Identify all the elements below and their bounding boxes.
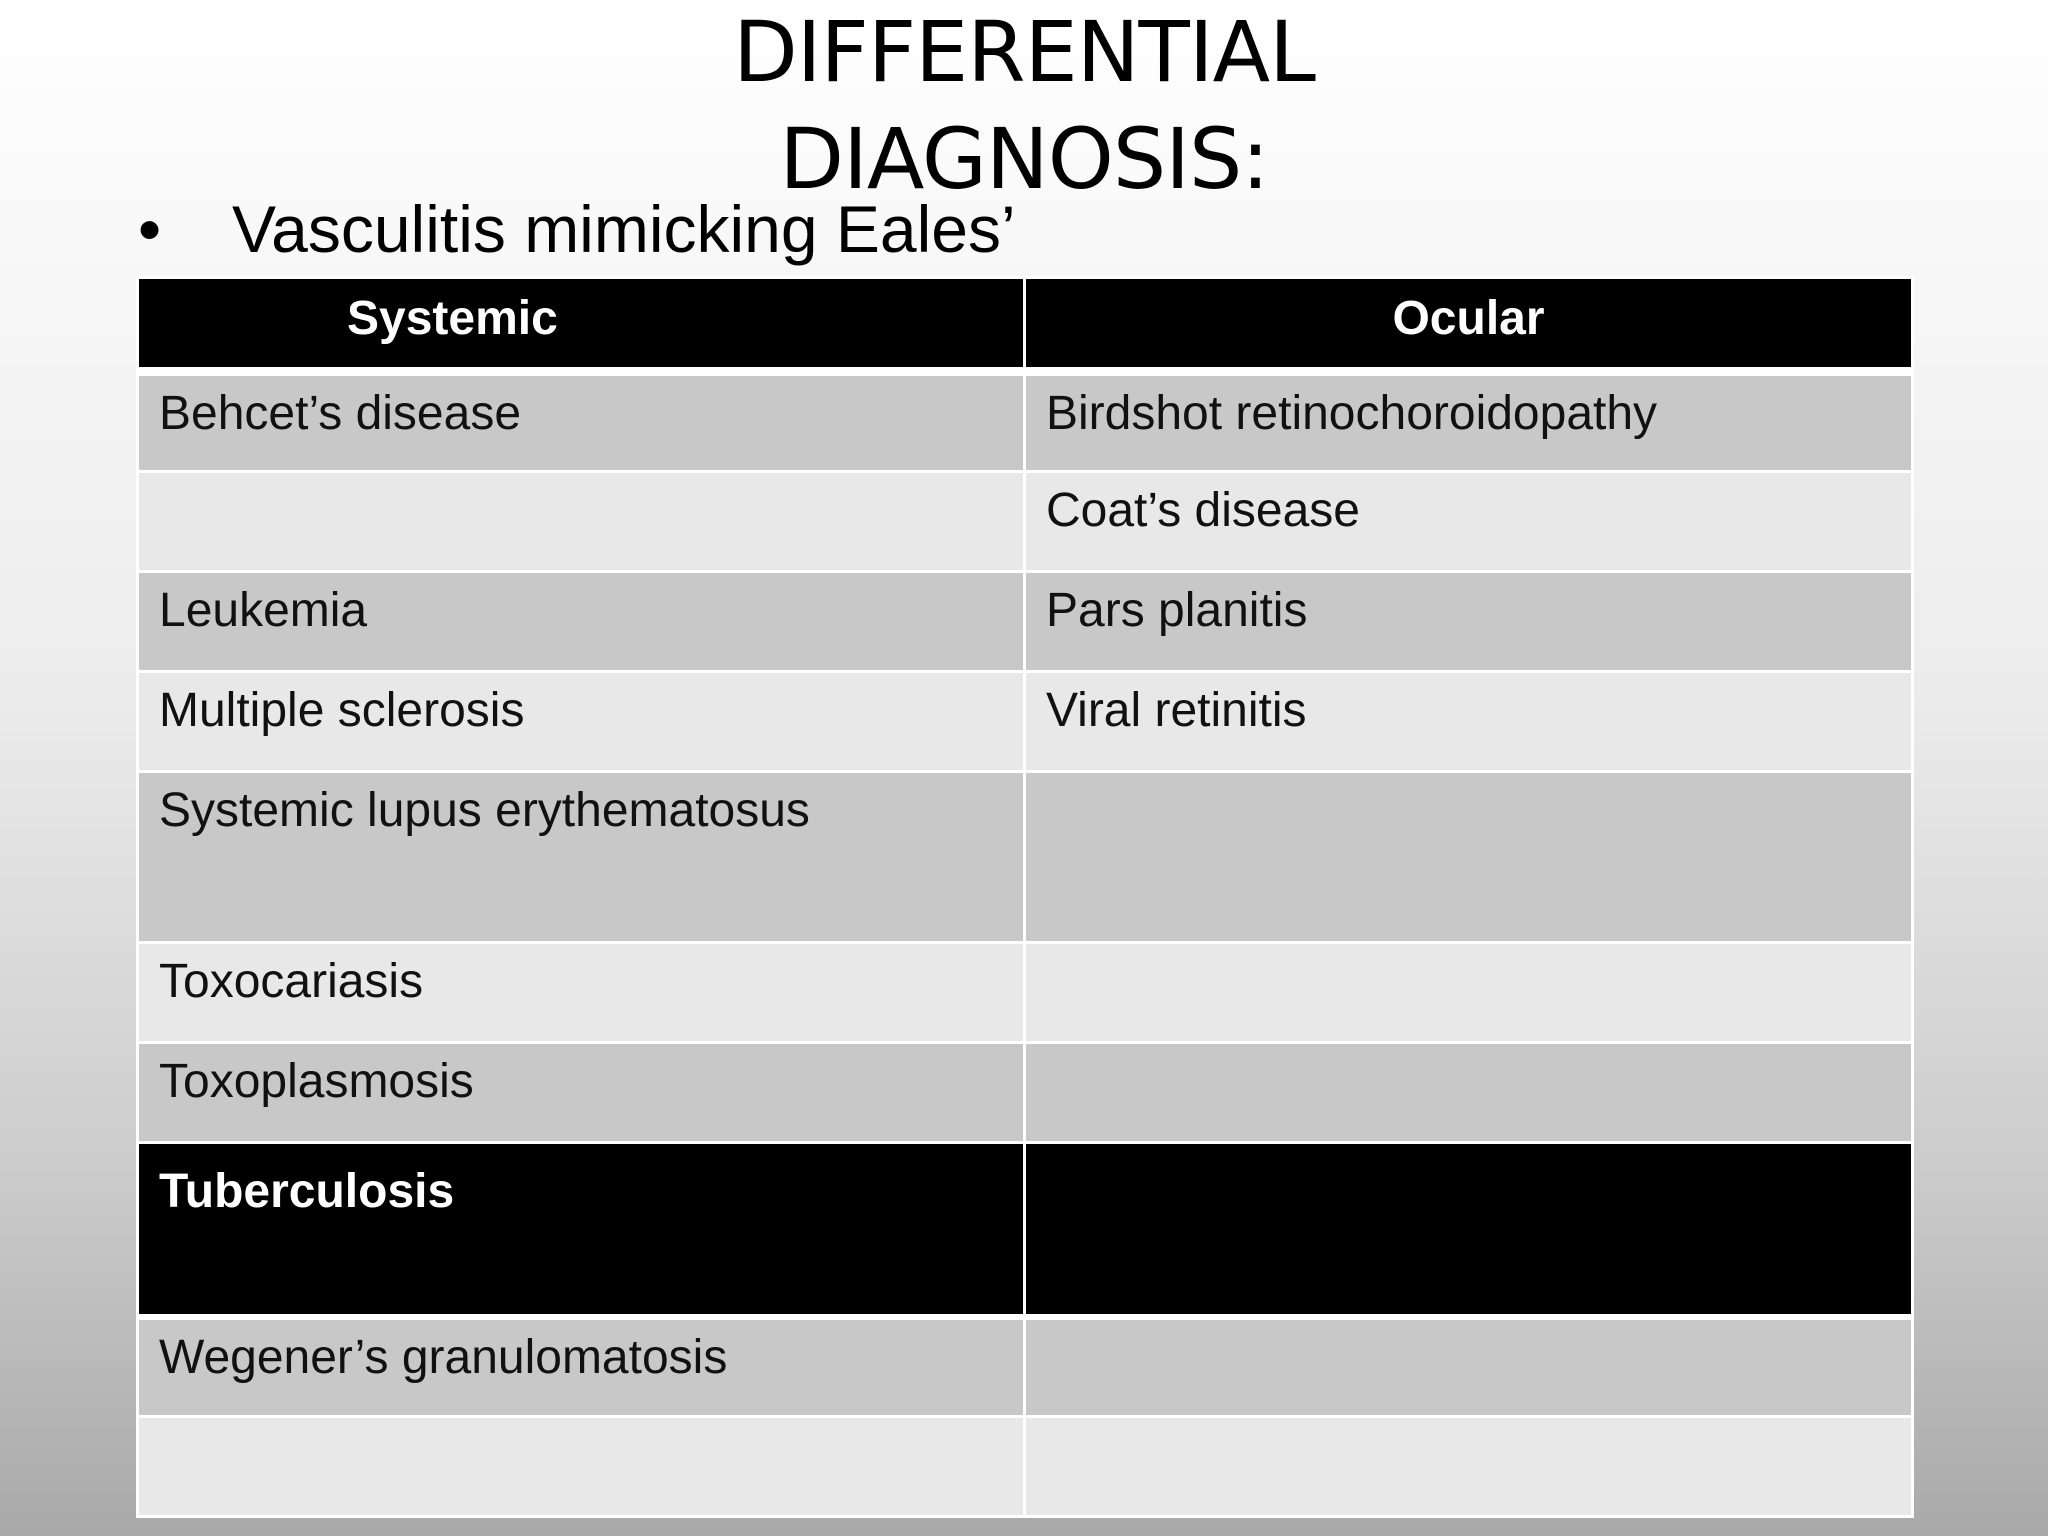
slide-title-line-2: DIAGNOSIS: <box>779 110 1269 208</box>
ocular-cell <box>1025 1417 1913 1517</box>
ocular-cell <box>1025 1143 1913 1317</box>
systemic-cell: Systemic lupus erythematosus <box>138 772 1025 943</box>
ocular-cell: Coat’s disease <box>1025 472 1913 572</box>
table-row-highlighted <box>138 1143 1913 1317</box>
table-row <box>138 943 1913 1043</box>
ocular-cell: Birdshot retinochoroidopathy <box>1025 372 1913 472</box>
column-header-ocular: Ocular <box>1025 278 1913 372</box>
column-header-systemic: Systemic <box>138 278 1025 372</box>
table-row <box>138 572 1913 672</box>
table-row <box>138 1417 1913 1517</box>
bullet-point <box>138 192 1016 266</box>
table-row <box>138 372 1913 472</box>
ocular-cell <box>1025 943 1913 1043</box>
systemic-cell <box>138 472 1025 572</box>
ocular-cell: Pars planitis <box>1025 572 1913 672</box>
table-row <box>138 472 1913 572</box>
systemic-cell: Wegener’s granulomatosis <box>138 1317 1025 1417</box>
ocular-cell <box>1025 1317 1913 1417</box>
systemic-cell: Toxoplasmosis <box>138 1043 1025 1143</box>
bullet-marker: • <box>138 192 162 266</box>
differential-diagnosis-table <box>136 276 1914 1518</box>
table-row <box>138 772 1913 943</box>
ocular-cell <box>1025 1043 1913 1143</box>
systemic-cell: Leukemia <box>138 572 1025 672</box>
systemic-cell: Behcet’s disease <box>138 372 1025 472</box>
table-row <box>138 1043 1913 1143</box>
bullet-text: Vasculitis mimicking Eales’ <box>232 192 1016 266</box>
systemic-cell: Toxocariasis <box>138 943 1025 1043</box>
table-header-row <box>138 278 1913 372</box>
systemic-cell: Tuberculosis <box>138 1143 1025 1317</box>
ocular-cell: Viral retinitis <box>1025 672 1913 772</box>
table-row <box>138 672 1913 772</box>
slide-title-line-1: DIFFERENTIAL <box>733 3 1315 101</box>
systemic-cell <box>138 1417 1025 1517</box>
systemic-cell: Multiple sclerosis <box>138 672 1025 772</box>
ocular-cell <box>1025 772 1913 943</box>
table-row <box>138 1317 1913 1417</box>
